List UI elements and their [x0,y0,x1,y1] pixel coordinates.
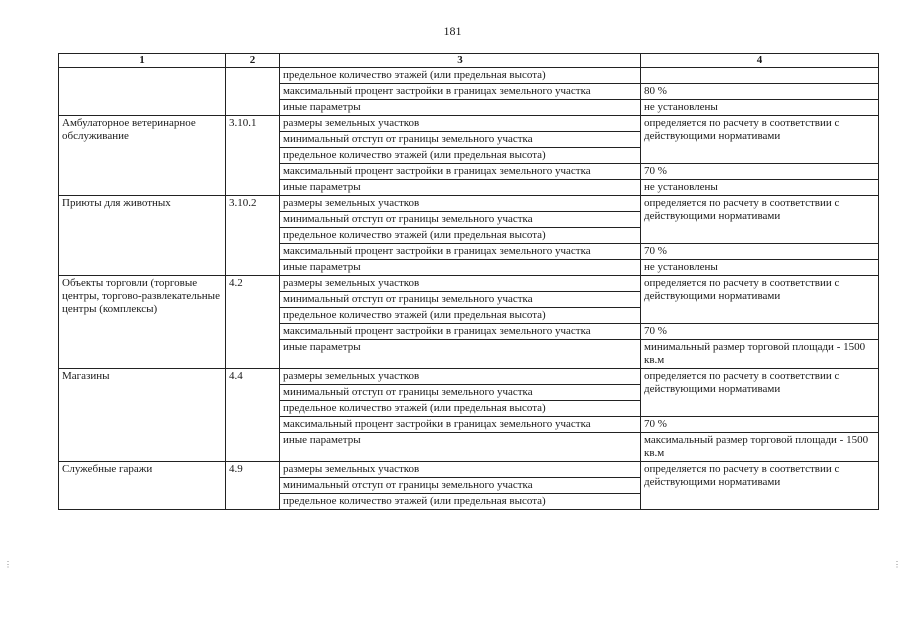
header-col-2: 2 [226,54,280,68]
param-value: 70 % [641,417,879,433]
param-label: иные параметры [280,180,641,196]
param-label: максимальный процент застройки в границах земельного участка [280,417,641,433]
use-name-cell: Служебные гаражи [59,462,226,510]
param-label: размеры земельных участков [280,196,641,212]
param-label: предельное количество этажей (или предельная высота) [280,148,641,164]
param-value: определяется по расчету в соответствии с действующими нормативами [641,462,879,510]
param-label: иные параметры [280,100,641,116]
param-value: определяется по расчету в соответствии с действующими нормативами [641,116,879,164]
regulations-table [58,53,879,510]
param-value [641,68,879,84]
table-row [59,369,879,385]
param-value: 70 % [641,244,879,260]
right-edge-mark: ⋮ [893,560,901,569]
use-code-cell: 4.4 [226,369,280,462]
param-label: максимальный процент застройки в границах земельного участка [280,244,641,260]
param-label: максимальный процент застройки в границах земельного участка [280,324,641,340]
param-value: не установлены [641,260,879,276]
param-value: 80 % [641,84,879,100]
table-row [59,462,879,478]
table-row [59,68,879,84]
param-label: предельное количество этажей (или предельная высота) [280,228,641,244]
header-col-3: 3 [280,54,641,68]
param-label: предельное количество этажей (или предельная высота) [280,401,641,417]
param-label: размеры земельных участков [280,462,641,478]
table-row [59,276,879,292]
param-value: не установлены [641,180,879,196]
param-label: максимальный процент застройки в границах земельного участка [280,84,641,100]
use-code-cell: 4.2 [226,276,280,369]
param-value: 70 % [641,324,879,340]
use-code-cell: 3.10.2 [226,196,280,276]
use-code-cell [226,68,280,116]
header-row [59,54,879,68]
param-label: размеры земельных участков [280,116,641,132]
param-label: предельное количество этажей (или предельная высота) [280,68,641,84]
param-label: минимальный отступ от границы земельного участка [280,385,641,401]
param-value: максимальный размер торговой площади - 1500 кв.м [641,433,879,462]
table-row [59,116,879,132]
param-value: определяется по расчету в соответствии с действующими нормативами [641,369,879,417]
header-col-4: 4 [641,54,879,68]
table-row [59,196,879,212]
param-label: иные параметры [280,340,641,369]
param-label: минимальный отступ от границы земельного участка [280,212,641,228]
param-value: определяется по расчету в соответствии с действующими нормативами [641,196,879,244]
param-value: минимальный размер торговой площади - 1500 кв.м [641,340,879,369]
left-edge-mark: ⋮ [4,560,12,569]
param-label: минимальный отступ от границы земельного участка [280,292,641,308]
use-name-cell [59,68,226,116]
use-name-cell: Объекты торговли (торговые центры, торгово-развлекательные центры (комплексы) [59,276,226,369]
param-label: размеры земельных участков [280,276,641,292]
page-number: 181 [443,24,462,38]
param-label: предельное количество этажей (или предельная высота) [280,308,641,324]
param-value: не установлены [641,100,879,116]
param-label: размеры земельных участков [280,369,641,385]
use-code-cell: 4.9 [226,462,280,510]
param-label: иные параметры [280,260,641,276]
param-label: минимальный отступ от границы земельного участка [280,478,641,494]
param-label: предельное количество этажей (или предельная высота) [280,494,641,510]
param-label: минимальный отступ от границы земельного участка [280,132,641,148]
use-name-cell: Амбулаторное ветеринарное обслуживание [59,116,226,196]
param-value: 70 % [641,164,879,180]
param-label: иные параметры [280,433,641,462]
param-value: определяется по расчету в соответствии с действующими нормативами [641,276,879,324]
param-label: максимальный процент застройки в границах земельного участка [280,164,641,180]
header-col-1: 1 [59,54,226,68]
use-name-cell: Приюты для животных [59,196,226,276]
use-name-cell: Магазины [59,369,226,462]
use-code-cell: 3.10.1 [226,116,280,196]
